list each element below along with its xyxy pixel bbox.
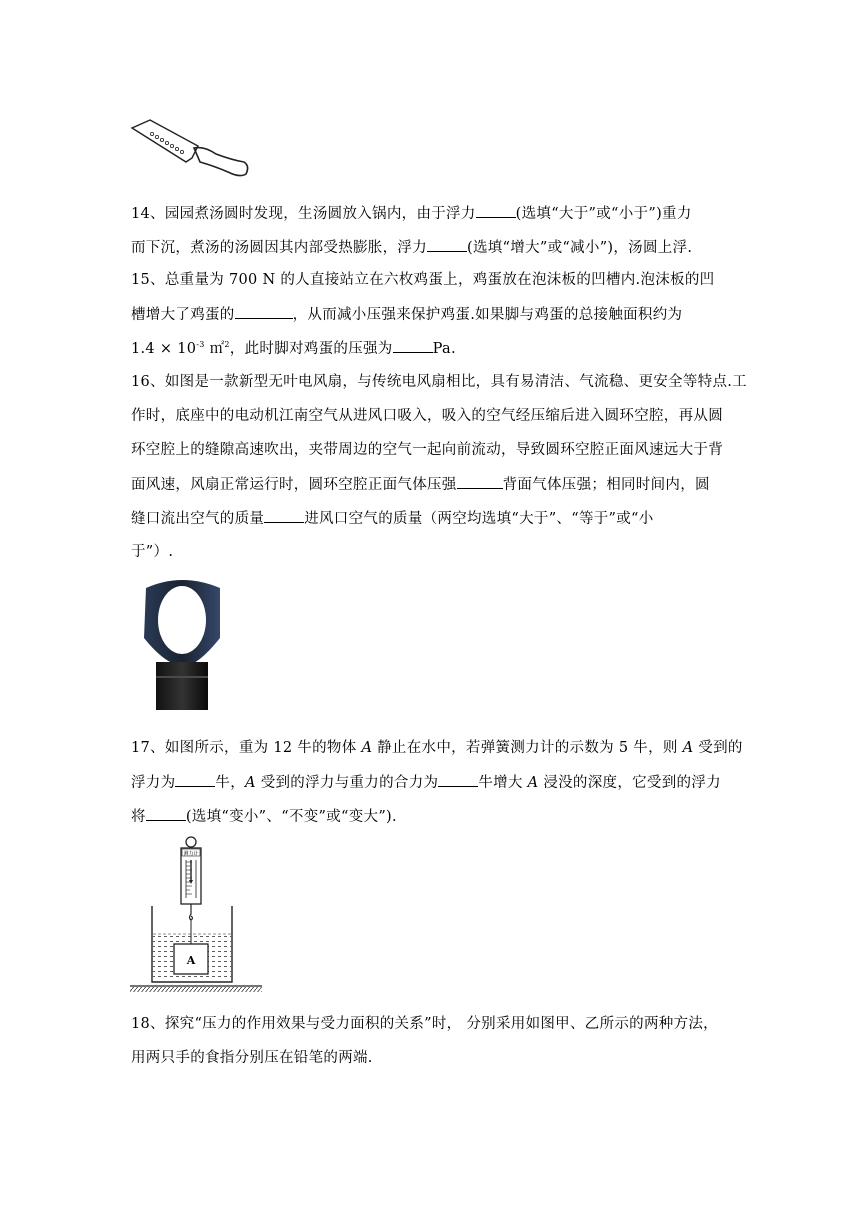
meter-label: 测力计 — [183, 851, 199, 857]
q15-line1 — [131, 270, 736, 290]
q16-line3 — [131, 440, 736, 460]
q14-text: 14、园园煮汤圆时发现，生汤圆放入锅内，由于浮力 — [131, 206, 476, 222]
answer-blank[interactable] — [235, 304, 293, 319]
q18-text: 用两只手的食指分别压在铅笔的两端. — [131, 1050, 373, 1066]
q15-text: 15、总重量为 700 N 的人直接站立在六枚鸡蛋上，鸡蛋放在泡沫板的凹槽内.泡沫板的凹 — [131, 272, 715, 288]
q18-text: 18、探究“压力的作用效果与受力面积的关系”时， 分别采用如图甲、乙所示的两种方法， — [131, 1016, 718, 1032]
q14-line2 — [131, 237, 736, 258]
q16-line2 — [131, 406, 736, 426]
q16-text: 面风速，风扇正常运行时，圆环空腔正面气体压强 — [131, 477, 457, 493]
q17-text: 受到的浮力与重力的合力为 — [255, 775, 439, 791]
bladeless-fan-image — [134, 578, 230, 710]
q14-line1 — [131, 203, 736, 224]
q15-text: 1.4 × 10 — [131, 341, 197, 357]
spring-scale-beaker-diagram — [128, 834, 264, 998]
answer-blank[interactable] — [438, 772, 478, 787]
q16-text: 进风口空气的质量（两空均选填“大于”、“等于”或“小 — [304, 511, 654, 527]
q15-text: ，此时脚对鸡蛋的压强为 — [229, 341, 393, 357]
q17-text: 浮力为 — [131, 775, 176, 791]
answer-blank[interactable] — [427, 237, 467, 252]
answer-blank[interactable] — [146, 806, 186, 821]
q16-text: 背面气体压强；相同时间内，圆 — [502, 477, 710, 493]
q18-line1 — [131, 1014, 736, 1034]
answer-blank[interactable] — [393, 338, 433, 353]
q15-text: ，从而减小压强来保护鸡蛋.如果脚与鸡蛋的总接触面积约为 — [292, 307, 683, 323]
q17-text: 17、如图所示，重为 12 牛的物体 — [131, 740, 362, 756]
q18-line2 — [131, 1048, 736, 1068]
q15-line2 — [131, 304, 736, 325]
answer-blank[interactable] — [457, 474, 503, 489]
knife-illustration — [128, 118, 252, 180]
q16-line5 — [131, 508, 736, 529]
exponent: -3 — [196, 340, 205, 349]
q16-line4 — [131, 474, 736, 495]
answer-blank[interactable] — [264, 508, 304, 523]
q16-line1 — [131, 372, 747, 392]
q17-line3 — [131, 806, 736, 827]
block-a-label: A — [186, 954, 196, 967]
answer-blank[interactable] — [175, 772, 215, 787]
q16-text: 16、如图是一款新型无叶电风扇，与传统电风扇相比，具有易清洁、气流稳、更安全等特点.工 — [131, 374, 747, 390]
q17-line2 — [131, 772, 736, 793]
exponent: 2 — [224, 340, 230, 349]
q14-text: (选填“增大”或“减小”)，汤圆上浮. — [467, 240, 693, 256]
q17-text: (选填“变小”、“不变”或“变大”). — [185, 809, 397, 825]
object-label: A — [682, 740, 694, 756]
q17-text: 将 — [131, 809, 146, 825]
q15-text: 槽增大了鸡蛋的 — [131, 307, 235, 323]
answer-blank[interactable] — [476, 203, 516, 218]
q17-line1 — [131, 738, 743, 758]
q15-line3 — [131, 338, 736, 359]
q17-text: 牛增大 — [478, 775, 528, 791]
q16-text: 环空腔上的缝隙高速吹出，夹带周边的空气一起向前流动，导致圆环空腔正面风速远大于背 — [131, 442, 723, 458]
object-label: A — [245, 775, 256, 791]
q16-text: 作时，底座中的电动机江南空气从进风口吸入，吸入的空气经压缩后进入圆环空腔，再从圆 — [131, 408, 723, 424]
q14-text: (选填“大于”或“小于”)重力 — [515, 206, 692, 222]
q17-text: 浸没的深度，它受到的浮力 — [538, 775, 721, 791]
q14-text: 而下沉，煮汤的汤圆因其内部受热膨胀，浮力 — [131, 240, 427, 256]
q17-text: 牛， — [215, 775, 246, 791]
q16-line6 — [131, 542, 736, 562]
q17-text: 受到的 — [693, 740, 743, 756]
q16-text: 缝口流出空气的质量 — [131, 511, 265, 527]
object-label: A — [527, 775, 539, 791]
object-label: A — [361, 740, 373, 756]
unit-text: ㎡ — [204, 341, 225, 357]
q17-text: 静止在水中，若弹簧测力计的示数为 5 牛，则 — [372, 740, 683, 756]
q15-text: Pa. — [432, 341, 456, 357]
q16-text: 于”）. — [131, 544, 174, 560]
